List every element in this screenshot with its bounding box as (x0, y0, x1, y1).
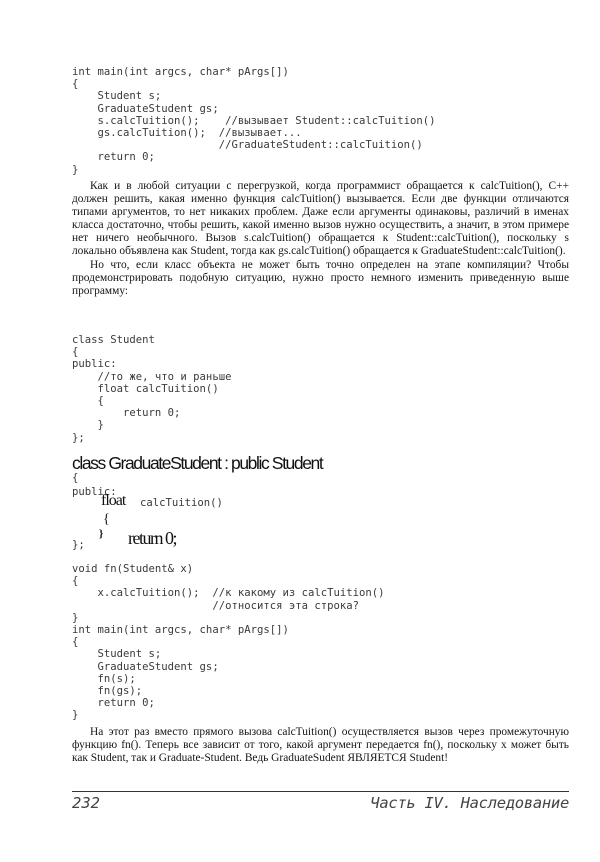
code-line: gs.calcTuition(); //вызывает... (72, 126, 302, 139)
paragraph-overloading: Как и в любой ситуации с перегрузкой, когда программист обращается к calcTuition(), C++ должен решить, какая именно функция calcTuition() вызывается. Если две функции отличаются типами аргументов, то нет никаких проблем. Даже если аргументы одинаковы, различий в именах класса достаточно, чтобы решить, какой именно вызов нужно осуществить, а значит, в этом примере нет ничего необычного. Вызов s.calcTuition() обращается к Student::calcTuition(), поскольку s локально объявлена как Student, тогда как gs.calcTuition() обращается к GraduateStudent::calcTuition(). (72, 180, 569, 258)
code-line: } (72, 611, 79, 624)
code-line: } (72, 163, 79, 176)
paragraph-question: Но что, если класс объекта не может быть точно определен на этапе компиляции? Чтобы продемонстрировать подобную ситуацию, нужно просто немного изменить приведенную выше программу: (72, 258, 569, 297)
code-block-main (72, 66, 436, 176)
code-line: { (72, 78, 79, 91)
part-title: Часть IV. Наследование (370, 794, 569, 812)
code-line: float calcTuition() (72, 382, 219, 395)
code-line: //GraduateStudent::calcTuition() (72, 139, 423, 152)
code-line: class Student (72, 334, 155, 346)
code-method-name: calcTuition() (140, 497, 223, 509)
code-block-fn-and-main (72, 563, 385, 721)
footer-rule (72, 791, 569, 792)
code-line: s.calcTuition(); //вызывает Student::calcTuition() (72, 114, 436, 127)
code-line: fn(gs); (72, 684, 143, 697)
code-line: Student s; (72, 90, 162, 103)
code-public-label: public: (72, 486, 117, 498)
text-section-indirect-call (72, 726, 569, 765)
code-inner-open-brace: { (103, 512, 110, 527)
code-line: } (72, 419, 104, 432)
code-line: } (72, 709, 79, 722)
code-line: //то же, что и раньше (72, 370, 232, 383)
code-line: x.calcTuition(); //к какому из calcTuition() (72, 587, 385, 600)
code-line: GraduateStudent gs; (72, 102, 219, 115)
code-graduate-class-heading: class GraduateStudent : public Student (72, 453, 323, 473)
code-line: public: (72, 358, 117, 371)
code-line: { (72, 636, 79, 649)
page-number: 232 (72, 794, 100, 812)
code-line: void fn(Student& x) (72, 563, 194, 575)
code-line: { (72, 575, 79, 588)
code-line: //относится эта строка? (72, 599, 360, 612)
code-block-student-class (72, 334, 231, 444)
code-line: return 0; (72, 151, 155, 164)
code-line: int main(int argcs, char* pArgs[]) (72, 623, 289, 636)
code-line: GraduateStudent gs; (72, 660, 219, 673)
code-line: fn(s); (72, 672, 136, 685)
code-line: return 0; (72, 697, 155, 710)
code-float-keyword: float (101, 492, 126, 509)
code-line: Student s; (72, 648, 162, 661)
code-line: { (72, 346, 79, 359)
code-inner-close-brace: } (99, 528, 104, 540)
code-open-brace: { (72, 472, 79, 484)
code-line: int main(int argcs, char* pArgs[]) (72, 66, 289, 78)
code-line: { (72, 394, 104, 407)
code-line: }; (72, 431, 85, 444)
paragraph-indirect-call: На этот раз вместо прямого вызова calcTuition() осуществляется вызов через промежуточную функцию fn(). Теперь все зависит от того, какой аргумент передается fn(), поскольку x может быть как Student, так и Graduate-Student. Ведь GraduateSudent ЯВЛЯЕТСЯ Student! (72, 726, 569, 765)
code-return-statement: return 0; (128, 528, 176, 548)
code-line: return 0; (72, 407, 181, 420)
code-close: }; (72, 539, 85, 551)
text-section-overloading (72, 180, 569, 298)
